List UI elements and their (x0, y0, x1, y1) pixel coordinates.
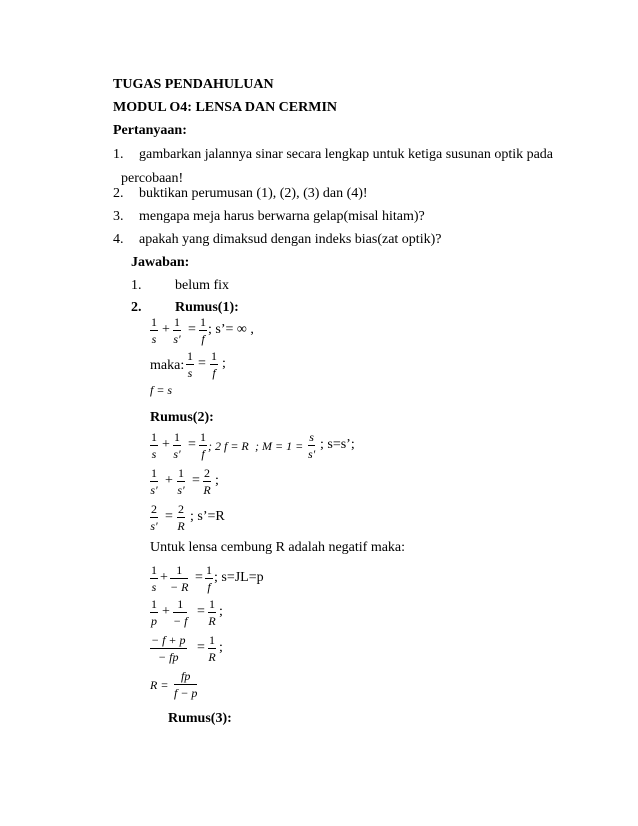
equals-sign: = (195, 570, 203, 585)
fraction-2-over-s-prime: $\frac{2}{s'}$ (150, 502, 158, 533)
fraction-s-over-s-prime: $\frac{s}{s'}$ (308, 430, 316, 461)
fraction-1-over-s: $\frac{1}{s}$ (151, 563, 157, 594)
rumus-3-label: Rumus(3): (168, 711, 232, 726)
fraction-2-over-R: $\frac{2}{R}$ (177, 502, 185, 533)
rumus-1-label: Rumus(1): (175, 300, 239, 315)
fraction-fp-over-f-minus-p: $\frac{fp}{f - p}$ (174, 669, 198, 700)
condition-magnification: ; M = 1 = (255, 439, 304, 453)
semicolon: ; (215, 473, 219, 488)
R-equals: R = (150, 678, 169, 692)
maka-label: maka: (150, 358, 185, 373)
fraction-1-over-minus-R: $\frac{1}{- R}$ (170, 563, 189, 594)
fraction-minus-f-plus-p-over-minus-fp: $\frac{- f + p}{- fp}$ (151, 633, 186, 664)
answer-1-number: 1. (131, 278, 142, 293)
question-4-text: apakah yang dimaksud dengan indeks bias(zat optik)? (139, 232, 442, 247)
condition-s-equals-s-prime: ; s=s’; (320, 437, 355, 452)
answer-1-text: belum fix (175, 278, 230, 293)
answer-2-number: 2. (131, 300, 142, 315)
fraction-1-over-minus-f: $\frac{1}{- f}$ (173, 597, 188, 628)
fraction-1-over-s-prime: $\frac{1}{s'}$ (150, 466, 158, 497)
fraction-1-over-R: $\frac{1}{R}$ (208, 597, 216, 628)
plus-sign: + (162, 604, 170, 619)
plus-sign: + (160, 570, 168, 585)
question-2-text: buktikan perumusan (1), (2), (3) dan (4)! (139, 186, 368, 201)
semicolon: ; (219, 604, 223, 619)
semicolon: ; (222, 356, 226, 371)
equals-sign: = (197, 640, 205, 655)
fraction-2-over-R: $\frac{2}{R}$ (203, 466, 211, 497)
fraction-1-over-R: $\frac{1}{R}$ (208, 633, 216, 664)
doc-subtitle: MODUL O4: LENSA DAN CERMIN (113, 100, 338, 115)
condition-2f-equals-R: ; 2 f = R (208, 439, 249, 453)
plus-sign: + (162, 322, 170, 337)
equals-sign: = (188, 437, 196, 452)
equals-sign: = (188, 322, 196, 337)
fraction-1-over-s-prime: $\frac{1}{s'}$ (173, 430, 181, 461)
doc-title: TUGAS PENDAHULUAN (113, 77, 274, 92)
equals-sign: = (165, 509, 173, 524)
result-s-prime-equals-R: ; s’=R (190, 509, 225, 524)
question-2-number: 2. (113, 186, 124, 201)
fraction-1-over-p: $\frac{1}{p}$ (151, 597, 157, 628)
equals-sign: = (198, 356, 206, 371)
equals-sign: = (197, 604, 205, 619)
result-s-equals-JL-equals-p: ; s=JL=p (214, 570, 264, 585)
answers-heading: Jawaban: (131, 255, 190, 270)
rumus-1-result: f = s (150, 383, 173, 397)
fraction-1-over-s: $\frac{1}{s}$ (187, 349, 193, 380)
fraction-1-over-s: $\frac{1}{s}$ (151, 315, 157, 346)
fraction-1-over-f: $\frac{1}{f}$ (206, 563, 212, 594)
question-1-continuation: percobaan! (121, 171, 184, 186)
fraction-1-over-s-prime: $\frac{1}{s'}$ (173, 315, 181, 346)
fraction-1-over-f: $\frac{1}{f}$ (200, 315, 206, 346)
convex-lens-note: Untuk lensa cembung R adalah negatif maka: (150, 540, 406, 555)
plus-sign: + (165, 473, 173, 488)
rumus-1-condition: ; s’= ∞ , (208, 322, 254, 337)
question-1-text: gambarkan jalannya sinar secara lengkap untuk ketiga susunan optik pada (139, 147, 554, 162)
question-3-text: mengapa meja harus berwarna gelap(misal hitam)? (139, 209, 425, 224)
questions-heading: Pertanyaan: (113, 123, 187, 138)
fraction-1-over-f: $\frac{1}{f}$ (211, 349, 217, 380)
question-4-number: 4. (113, 232, 124, 247)
question-3-number: 3. (113, 209, 124, 224)
question-1-number: 1. (113, 147, 124, 162)
semicolon: ; (219, 640, 223, 655)
equals-sign: = (192, 473, 200, 488)
fraction-1-over-s-prime: $\frac{1}{s'}$ (177, 466, 185, 497)
fraction-1-over-s: $\frac{1}{s}$ (151, 430, 157, 461)
plus-sign: + (162, 437, 170, 452)
fraction-1-over-f: $\frac{1}{f}$ (200, 430, 206, 461)
rumus-2-label: Rumus(2): (150, 410, 214, 425)
